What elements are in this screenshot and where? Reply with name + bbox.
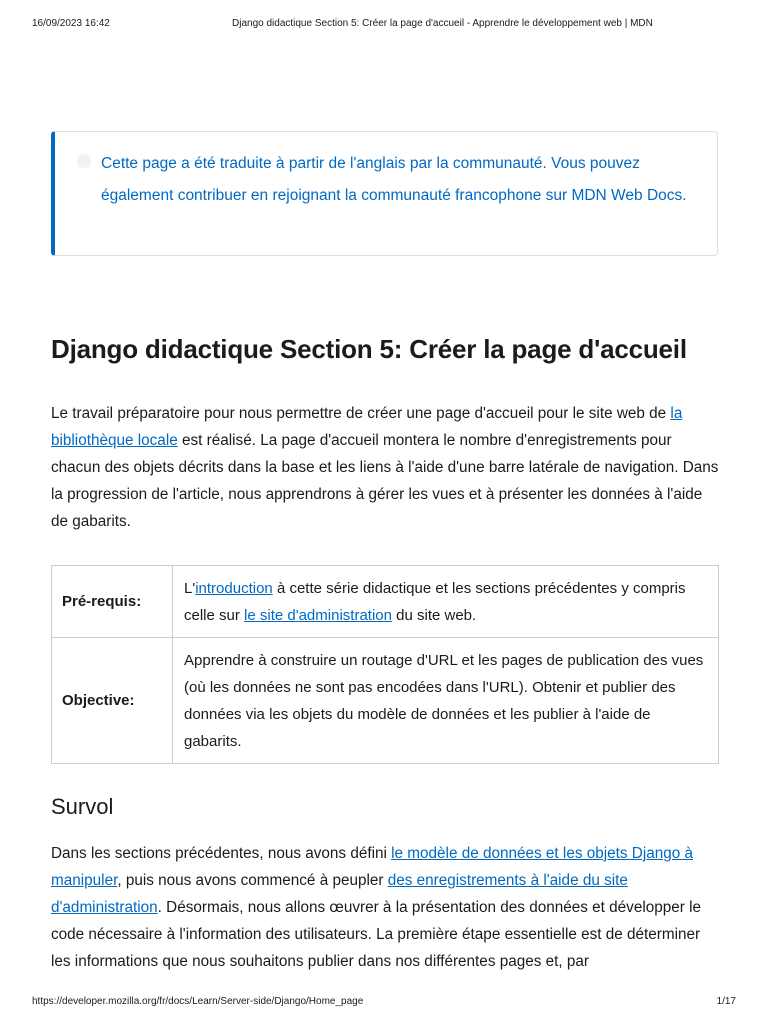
- overview-text-3: . Désormais, nous allons œuvrer à la présentation des données et développer le code nécessaire à l'information des utilisateurs. La première étape essentielle est de déterminer les informations que nous souhaitons publier dans nos différentes pages et, par: [51, 899, 702, 970]
- intro-paragraph: [51, 400, 721, 535]
- prerequisites-cell: [173, 566, 719, 638]
- prereq-text-3: du site web.: [391, 606, 477, 624]
- overview-heading: Survol: [51, 794, 114, 819]
- print-header: [32, 18, 736, 32]
- table-row: [52, 638, 719, 764]
- translation-notice: [51, 131, 718, 256]
- print-doc-title: Django didactique Section 5: Créer la page d'accueil - Apprendre le développement web | MDN: [232, 18, 653, 29]
- prerequisites-label: Pré-requis:: [52, 566, 173, 638]
- overview-text-2: , puis nous avons commencé à peupler: [117, 872, 388, 889]
- prereq-text-2: à cette série didactique et les sections précédentes y compris celle sur: [184, 579, 686, 624]
- info-icon: [77, 154, 91, 168]
- table-row: [52, 566, 719, 638]
- local-library-link[interactable]: la bibliothèque locale: [51, 405, 683, 449]
- prereq-text-1: L': [184, 579, 196, 597]
- data-model-link[interactable]: le modèle de données et les objets Django à manipuler: [51, 845, 694, 889]
- overview-text-1: Dans les sections précédentes, nous avons défini: [51, 845, 392, 862]
- objective-cell: Apprendre à construire un routage d'URL et les pages de publication des vues (où les données ne sont pas encodées dans l'URL). Obtenir et publier des données via les objets du modèle de données et les publier à l'aide de gabarits.: [173, 638, 719, 764]
- intro-text-end: est réalisé. La page d'accueil montera le nombre d'enregistrements pour chacun des objets décrits dans la base et les liens à l'aide d'une barre latérale de navigation. Dans la progression de l'article, nous apprendrons à gérer les vues et à présenter les données à l'aide de gabarits.: [51, 432, 719, 530]
- objective-label: Objective:: [52, 638, 173, 764]
- admin-records-link[interactable]: des enregistrements à l'aide du site d'administration: [51, 872, 628, 916]
- introduction-link[interactable]: introduction: [195, 579, 273, 597]
- intro-text-start: Le travail préparatoire pour nous permettre de créer une page d'accueil pour le site web de: [51, 405, 671, 422]
- print-footer: [32, 996, 736, 1010]
- page-title: Django didactique Section 5: Créer la page d'accueil: [51, 334, 687, 364]
- prerequisites-table: [51, 565, 719, 764]
- print-url: https://developer.mozilla.org/fr/docs/Learn/Server-side/Django/Home_page: [32, 996, 364, 1007]
- translation-notice-text: Cette page a été traduite à partir de l'anglais par la communauté. Vous pouvez également contribuer en rejoignant la communauté francophone sur MDN Web Docs.: [101, 155, 687, 204]
- overview-paragraph: [51, 840, 719, 975]
- print-page-number: 1/17: [716, 996, 736, 1007]
- admin-site-link[interactable]: le site d'administration: [244, 606, 392, 624]
- print-datetime: 16/09/2023 16:42: [32, 18, 110, 29]
